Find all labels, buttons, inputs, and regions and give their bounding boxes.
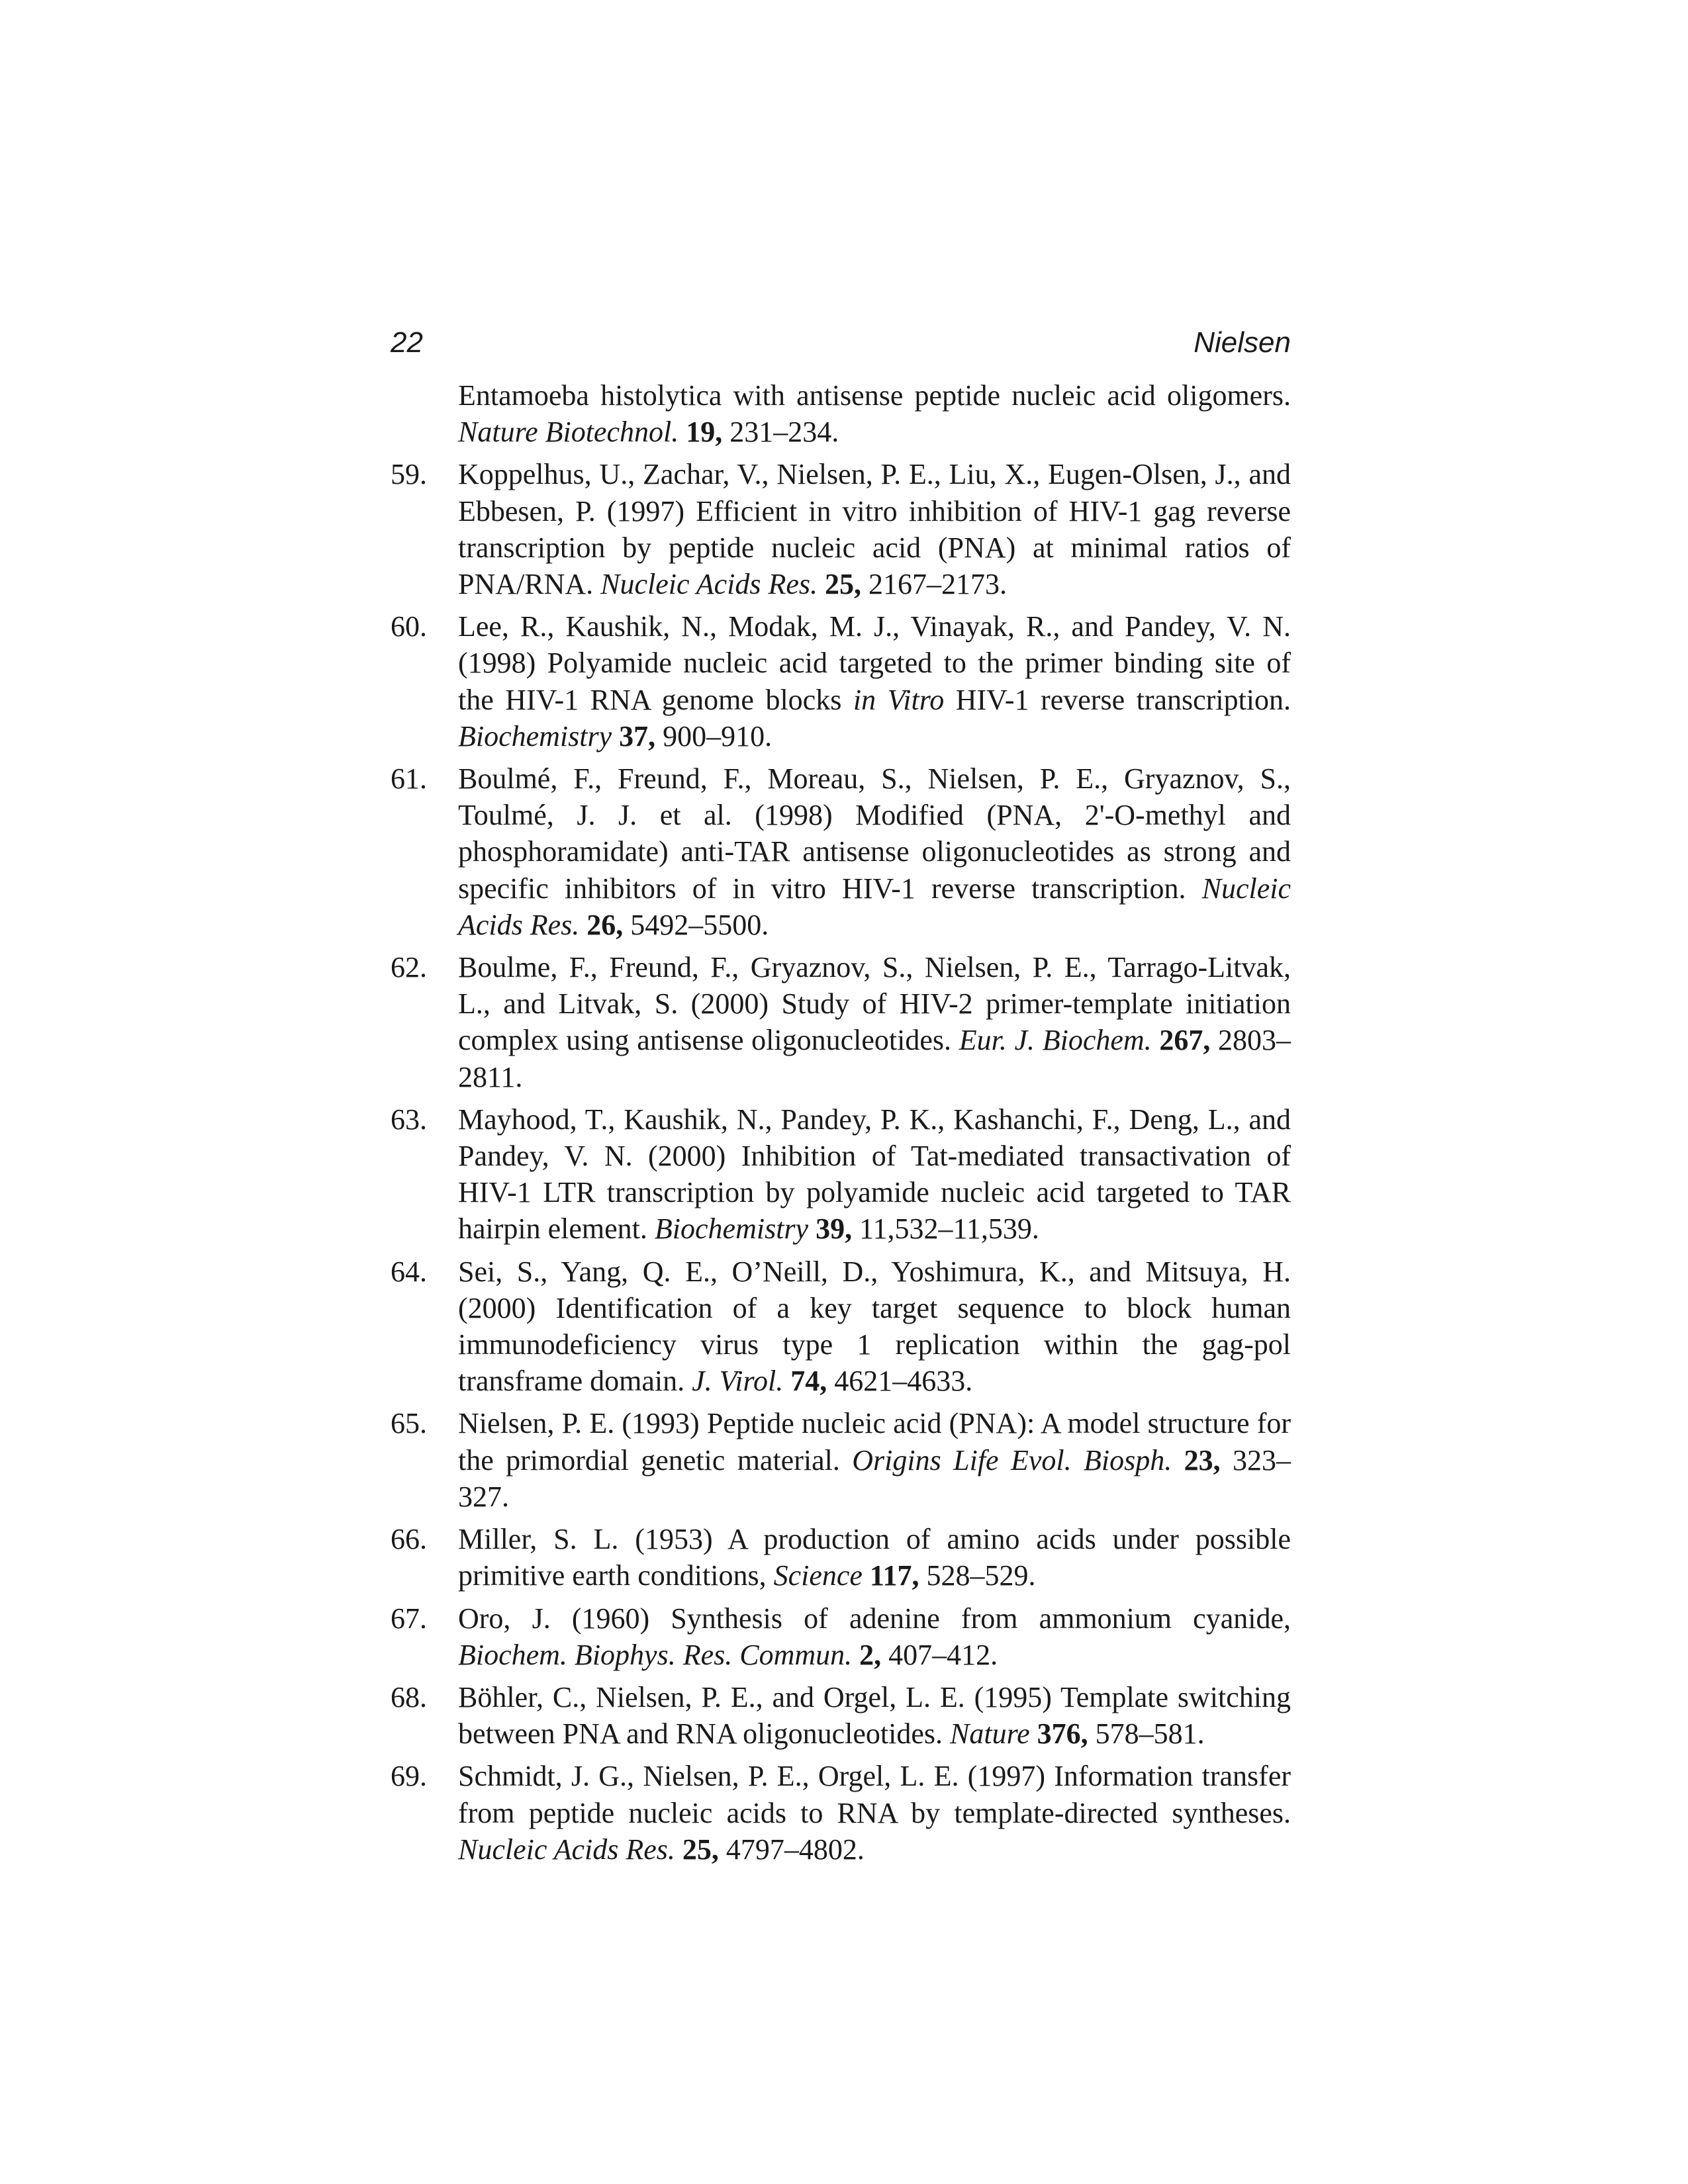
- reference-body: Boulmé, F., Freund, F., Moreau, S., Nielsen, P. E., Gryaznov, S., Toulmé, J. J. et al. (1998) Modified (PNA, 2'-O-methyl and phosphoramidate) anti-TAR antisense oligonucleotides as strong and specific inhibitors of in vitro HIV-1 reverse transcription.: [458, 762, 1291, 905]
- reference-volume: 2,: [859, 1638, 882, 1671]
- reference-journal: Biochem. Biophys. Res. Commun.: [458, 1638, 853, 1671]
- reference-body: Koppelhus, U., Zachar, V., Nielsen, P. E., Liu, X., Eugen-Olsen, J., and Ebbesen, P. (1997) Efficient in vitro inhibition of HIV-1 gag reverse transcription by peptide nucleic acid (PNA) at minimal ratios of PNA/RNA.: [458, 458, 1291, 601]
- reference-volume: 26,: [586, 908, 624, 941]
- reference-pages: 4621–4633.: [834, 1365, 973, 1398]
- reference-item: [391, 1521, 1291, 1594]
- reference-journal: J. Virol.: [692, 1365, 784, 1398]
- reference-number: 62.: [391, 951, 427, 984]
- reference-number: 59.: [391, 458, 427, 491]
- reference-pages: 4797–4802.: [726, 1833, 865, 1866]
- reference-item: [391, 1600, 1291, 1673]
- reference-number: 67.: [391, 1602, 427, 1635]
- reference-number: 66.: [391, 1523, 427, 1556]
- reference-body: Schmidt, J. G., Nielsen, P. E., Orgel, L. E. (1997) Information transfer from peptide nucleic acids to RNA by template-directed syntheses.: [458, 1760, 1291, 1829]
- reference-item: [391, 949, 1291, 1095]
- reference-item: [391, 1405, 1291, 1515]
- reference-body: Lee, R., Kaushik, N., Modak, M. J., Vinayak, R., and Pandey, V. N. (1998) Polyamide nucleic acid targeted to the primer binding site of the HIV-1 RNA genome blocks: [458, 610, 1291, 716]
- reference-italic-phrase: in Vitro: [853, 683, 945, 716]
- reference-item: [391, 760, 1291, 943]
- page: [391, 323, 1291, 1874]
- reference-number: 65.: [391, 1407, 427, 1440]
- reference-item: [391, 1253, 1291, 1400]
- reference-volume: 267,: [1159, 1024, 1211, 1057]
- reference-body: Sei, S., Yang, Q. E., O’Neill, D., Yoshimura, K., and Mitsuya, H. (2000) Identification of a key target sequence to block human immunodeficiency virus type 1 replication within the gag-pol transframe domain.: [458, 1255, 1291, 1398]
- reference-journal: Nature: [950, 1717, 1030, 1751]
- reference-pages: 407–412.: [888, 1638, 998, 1671]
- reference-pages: 2803–2811.: [458, 1024, 1291, 1093]
- reference-item: [391, 608, 1291, 754]
- reference-volume: 23,: [1184, 1443, 1221, 1477]
- reference-journal: Nucleic Acids Res.: [458, 872, 1291, 941]
- reference-volume: 25,: [682, 1833, 719, 1866]
- reference-journal: Biochemistry: [654, 1212, 809, 1246]
- reference-number: 64.: [391, 1255, 427, 1288]
- reference-journal: Origins Life Evol. Biosph.: [852, 1443, 1172, 1477]
- reference-pages: 323–327.: [458, 1443, 1291, 1513]
- reference-body: Böhler, C., Nielsen, P. E., and Orgel, L. E. (1995) Template switching between PNA and RNA oligonucleotides.: [458, 1680, 1291, 1751]
- reference-number: 60.: [391, 610, 427, 643]
- running-head: [391, 323, 1291, 363]
- reference-volume: 39,: [816, 1212, 853, 1246]
- reference-item: [391, 377, 1291, 450]
- reference-body: Entamoeba histolytica with antisense peptide nucleic acid oligomers.: [458, 379, 1291, 412]
- reference-body: Boulme, F., Freund, F., Gryaznov, S., Nielsen, P. E., Tarrago-Litvak, L., and Litvak, S. (2000) Study of HIV-2 primer-template initiation complex using antisense oligonucleotides.: [458, 951, 1291, 1057]
- reference-journal: Nature Biotechnol.: [458, 416, 679, 449]
- reference-pages: 2167–2173.: [868, 568, 1008, 601]
- reference-body: Oro, J. (1960) Synthesis of adenine from ammonium cyanide,: [458, 1602, 1291, 1635]
- reference-item: [391, 1101, 1291, 1248]
- reference-item: [391, 1758, 1291, 1868]
- reference-list: [391, 377, 1291, 1868]
- reference-pages: 900–910.: [663, 719, 773, 752]
- reference-pages: 11,532–11,539.: [859, 1212, 1039, 1246]
- reference-journal: Eur. J. Biochem.: [959, 1024, 1152, 1057]
- reference-journal: Science: [773, 1559, 863, 1592]
- reference-number: 69.: [391, 1760, 427, 1793]
- reference-volume: 19,: [686, 416, 723, 449]
- page-number: 22: [391, 326, 423, 359]
- reference-volume: 117,: [869, 1559, 919, 1592]
- reference-pages: 578–581.: [1095, 1717, 1205, 1751]
- reference-body: Mayhood, T., Kaushik, N., Pandey, P. K., Kashanchi, F., Deng, L., and Pandey, V. N. (2000) Inhibition of Tat-mediated transactivation of HIV-1 LTR transcription by polyamide nucleic acid targeted to TAR hairpin element.: [458, 1103, 1291, 1246]
- reference-item: [391, 456, 1291, 602]
- reference-journal: Biochemistry: [458, 719, 612, 752]
- reference-volume: 376,: [1037, 1717, 1088, 1751]
- reference-body-continued: HIV-1 reverse transcription.: [955, 683, 1291, 716]
- reference-pages: 528–529.: [926, 1559, 1036, 1592]
- reference-body: Miller, S. L. (1953) A production of amino acids under possible primitive earth conditions,: [458, 1523, 1291, 1592]
- reference-volume: 74,: [790, 1365, 827, 1398]
- reference-number: 61.: [391, 762, 427, 796]
- reference-number: 68.: [391, 1680, 427, 1713]
- reference-volume: 37,: [619, 719, 656, 752]
- reference-pages: 5492–5500.: [630, 908, 769, 941]
- reference-item: [391, 1679, 1291, 1752]
- reference-journal: Nucleic Acids Res.: [600, 568, 818, 601]
- reference-pages: 231–234.: [729, 416, 839, 449]
- reference-number: 63.: [391, 1103, 427, 1136]
- reference-journal: Nucleic Acids Res.: [458, 1833, 675, 1866]
- reference-volume: 25,: [825, 568, 862, 601]
- running-head-author: Nielsen: [1194, 326, 1291, 359]
- reference-body: Nielsen, P. E. (1993) Peptide nucleic acid (PNA): A model structure for the primordial genetic material.: [458, 1407, 1291, 1477]
